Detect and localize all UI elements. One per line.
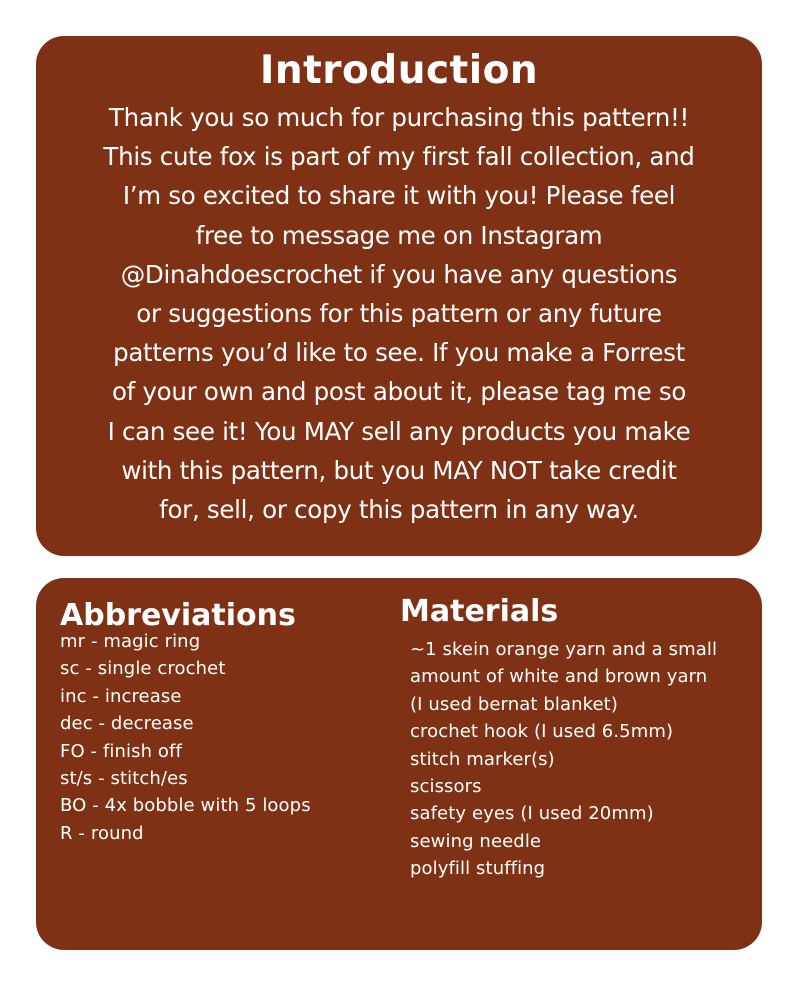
material-item: safety eyes (I used 20mm) xyxy=(410,803,654,825)
intro-line: or suggestions for this pattern or any future xyxy=(136,299,662,329)
intro-line: I can see it! You MAY sell any products you make xyxy=(107,416,691,446)
abbreviation-item: BO - 4x bobble with 5 loops xyxy=(60,795,311,817)
abbreviations-section xyxy=(60,578,390,847)
material-item: sewing needle xyxy=(410,830,542,852)
intro-line: @Dinahdoescrochet if you have any questions xyxy=(120,259,678,289)
materials-section xyxy=(400,578,750,883)
abbreviations-title: Abbreviations xyxy=(60,598,296,633)
abbreviation-item: sc - single crochet xyxy=(60,658,226,680)
abbreviation-item: R - round xyxy=(60,822,144,844)
intro-line: patterns you’d like to see. If you make a Forrest xyxy=(113,338,685,368)
abbreviation-item: st/s - stitch/es xyxy=(60,768,188,790)
intro-line: This cute fox is part of my first fall collection, and xyxy=(103,142,695,172)
material-item: ~1 skein orange yarn and a small xyxy=(410,639,718,660)
introduction-title: Introduction xyxy=(259,48,539,93)
abbreviation-item: dec - decrease xyxy=(60,713,194,735)
abbreviations-materials-card xyxy=(36,578,762,950)
intro-line: with this pattern, but you MAY NOT take credit xyxy=(121,455,677,485)
material-item: (I used bernat blanket) xyxy=(410,693,618,715)
introduction-text xyxy=(62,98,736,529)
intro-line: I’m so excited to share it with you! Please feel xyxy=(122,181,676,211)
material-item: scissors xyxy=(410,776,482,798)
intro-line: of your own and post about it, please tag me so xyxy=(111,377,687,407)
material-item: amount of white and brown yarn xyxy=(410,666,708,688)
abbreviation-item: FO - finish off xyxy=(60,740,182,762)
intro-line: Thank you so much for purchasing this pattern!! xyxy=(108,103,690,132)
material-item: crochet hook (I used 6.5mm) xyxy=(410,721,674,743)
intro-line: for, sell, or copy this pattern in any way. xyxy=(159,495,639,525)
abbreviations-list xyxy=(60,628,390,847)
material-item: polyfill stuffing xyxy=(410,858,546,880)
material-item: stitch marker(s) xyxy=(410,748,555,770)
materials-list xyxy=(400,636,750,883)
materials-title: Materials xyxy=(400,594,559,629)
intro-line: free to message me on Instagram xyxy=(195,220,603,250)
abbreviation-item: inc - increase xyxy=(60,685,182,707)
abbreviation-item: mr - magic ring xyxy=(60,631,201,652)
introduction-card xyxy=(36,36,762,556)
